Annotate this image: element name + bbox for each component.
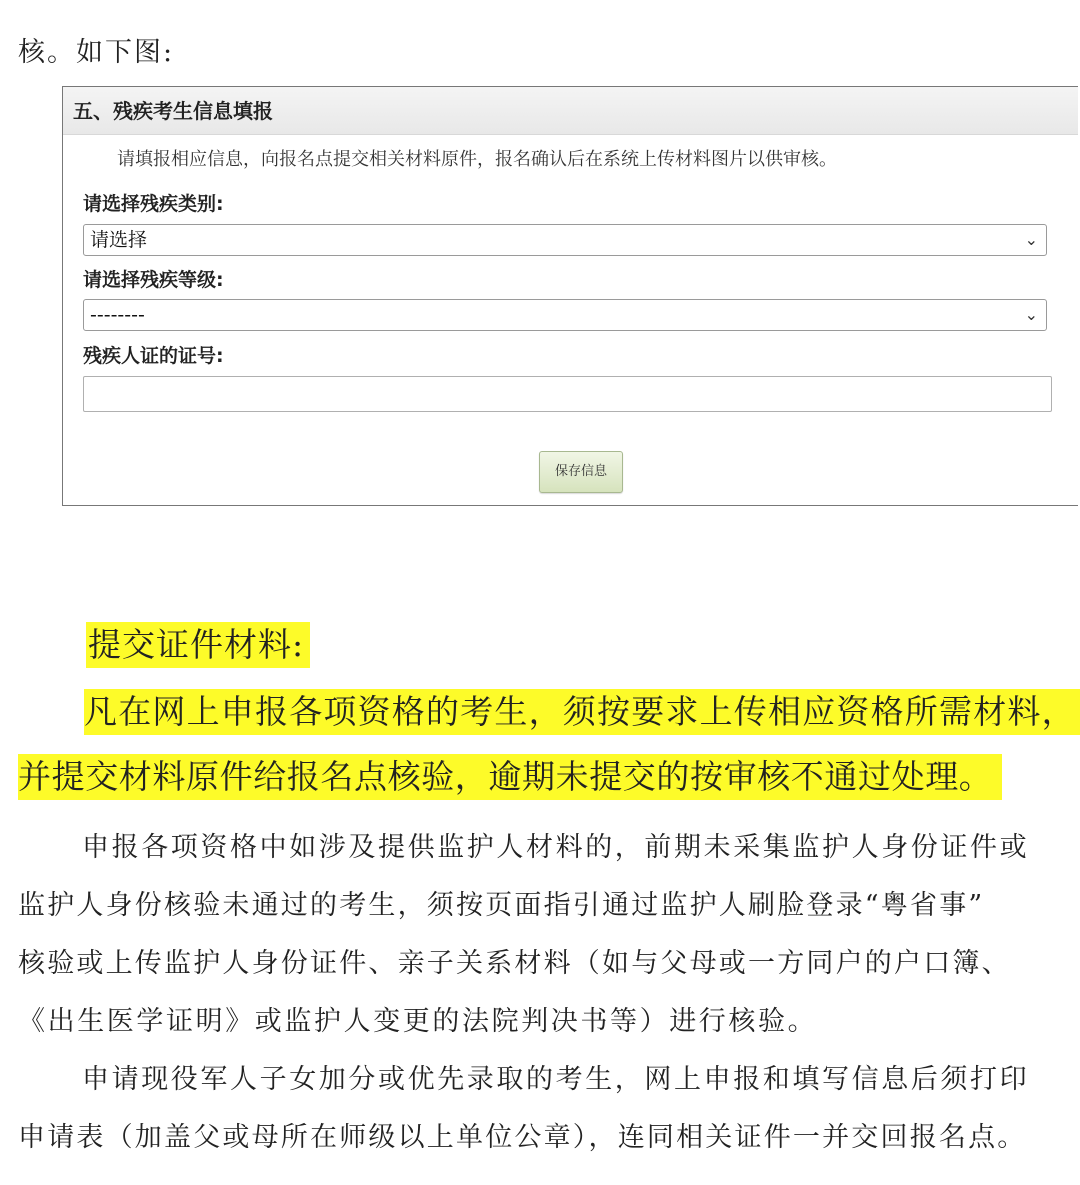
highlight-line-1: 凡在网上申报各项资格的考生，须按要求上传相应资格所需材料， xyxy=(84,689,1080,735)
paragraph1-line2: 监护人身份核验未通过的考生，须按页面指引通过监护人刷脸登录“粤省事” xyxy=(18,890,985,921)
certificate-number-label: 残疾人证的证号: xyxy=(83,345,224,367)
disability-info-form xyxy=(62,86,1078,506)
highlight-line-2: 并提交材料原件给报名点核验，逾期未提交的按审核不通过处理。 xyxy=(18,754,1002,800)
disability-level-select[interactable] xyxy=(83,299,1047,331)
form-description: 请填报相应信息，向报名点提交相关材料原件，报名确认后在系统上传材料图片以供审核。 xyxy=(117,149,837,170)
section-heading: 提交证件材料: xyxy=(86,622,310,668)
paragraph1-line3: 核验或上传监护人身份证件、亲子关系材料（如与父母或一方同户的户口簿、 xyxy=(18,948,1011,979)
paragraph2-line1: 申请现役军人子女加分或优先录取的考生，网上申报和填写信息后须打印 xyxy=(82,1064,1030,1095)
chevron-down-icon: ⌄ xyxy=(1024,230,1038,249)
paragraph1-line1: 申报各项资格中如涉及提供监护人材料的，前期未采集监护人身份证件或 xyxy=(82,832,1030,863)
disability-type-value: 请选择 xyxy=(90,229,148,251)
paragraph2-line2: 申请表（加盖父或母所在师级以上单位公章），连同相关证件一并交回报名点。 xyxy=(18,1122,1027,1153)
disability-level-value: -------- xyxy=(90,304,145,326)
disability-level-label: 请选择残疾等级: xyxy=(83,269,224,291)
chevron-down-icon: ⌄ xyxy=(1024,305,1038,324)
intro-text: 核。如下图: xyxy=(18,37,175,68)
certificate-number-input[interactable] xyxy=(83,376,1052,412)
disability-type-select[interactable] xyxy=(83,224,1047,256)
paragraph1-line4: 《出生医学证明》或监护人变更的法院判决书等）进行核验。 xyxy=(18,1006,818,1037)
disability-type-label: 请选择残疾类别: xyxy=(83,193,224,215)
save-button[interactable]: 保存信息 xyxy=(539,451,623,493)
form-title: 五、残疾考生信息填报 xyxy=(63,87,1078,135)
